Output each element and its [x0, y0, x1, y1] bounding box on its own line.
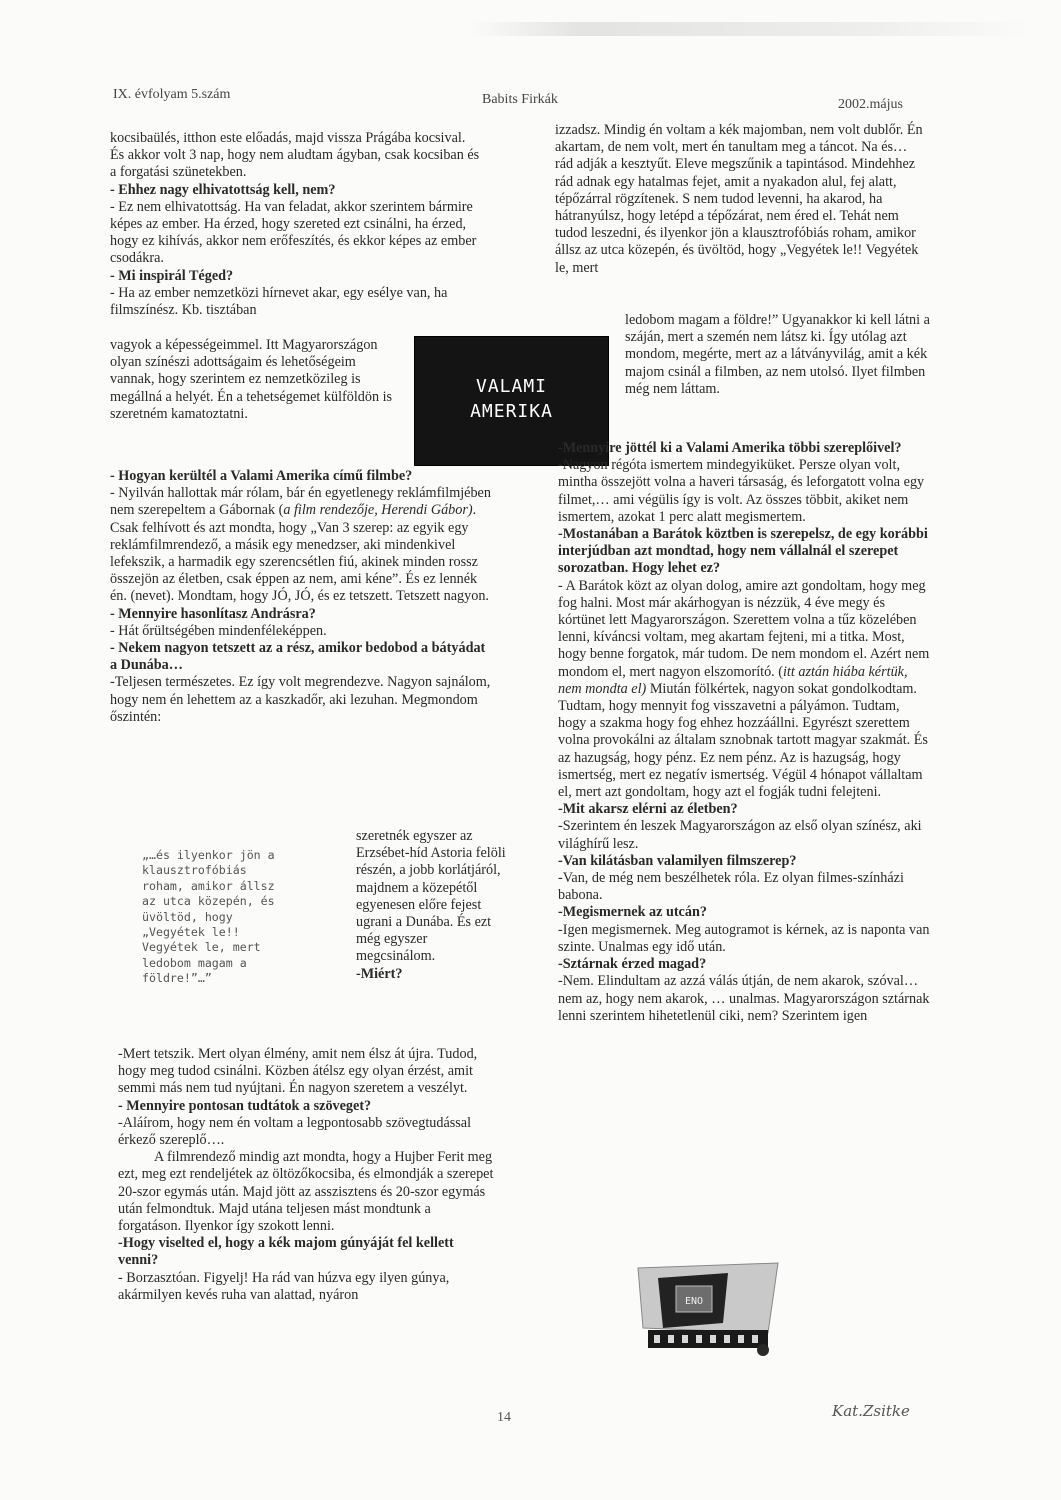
- eno-logo-image: [628, 1258, 783, 1363]
- paragraph: - Hát őrültségében mindenféleképpen.: [110, 622, 327, 639]
- paragraph: vagyok a képességeimmel. Itt Magyarországon olyan színészi adottságaim és lehetőségeim vannak, hogy szerintem ez nemzetközileg is megállná a helyét. Én a tehetségemet külföldön is szeretném kamatoztatni.: [110, 337, 393, 422]
- paragraph: - Ha az ember nemzetközi hírnevet akar, egy esélye van, ha filmszínész. Kb. tisztában: [110, 284, 448, 319]
- paragraph: szeretnék egyszer az Erzsébet-híd Astoria felöli részén, a jobb korlátjáról, majdnem a közepétől egyenesen előre fejest ugrani a Dunába. És ezt még egyszer megcsinálom.: [356, 828, 506, 965]
- left-column-narrow: [110, 337, 400, 423]
- film-reel-icon: [628, 1258, 783, 1363]
- paragraph: - Nyilván hallottak már rólam, bár én egyetlenegy reklámfilmjében nem szerepeltem a Gábornak (a film rendezője, Herendi Gábor). Csak felhívott és azt mondta, hogy „Van 3 szerep: az egyik egy reklámfilmrendező, a másik egy menedzser, aki mindenkivel lefekszik, a harmadik egy szerencsétlen fiú, akinek minden rossz összejön az életben, csak éppen az nem, ami kéne”. És ez lennék én. (nevet). Mondtam, hogy JÓ, JÓ, és ez tetszett. Tetszett nagyon.: [110, 485, 491, 605]
- question: -Mennyire jöttél ki a Valami Amerika többi szereplőivel?: [558, 440, 902, 456]
- scan-artifact: [470, 22, 1030, 36]
- paragraph: - Ez nem elhivatottság. Ha van feladat, akkor szerintem bármire képes az ember. Ha érzed, hogy szereted ezt csinálni, ha érzed, hogy ez kihívás, akkor nem erőfeszítés, és ekkor képes az ember csodákra.: [110, 198, 477, 267]
- paragraph: -Nem. Elindultam az azzá válás útján, de nem akarok, szóval… nem az, hogy nem akarok, … unalmas. Magyarországon sztárnak lenni szerintem hihetetlenül ciki, nem? Szerintem igen: [558, 973, 930, 1024]
- paragraph: ledobom magam a földre!” Ugyanakkor ki kell látni a száján, mert a szemén nem látsz ki. Így utólag azt mondom, megérte, mert az a látványvilág, amit a kék majom csinál a filmben, az nem utolsó. Ilyet filmben még nem láttam.: [625, 312, 930, 397]
- right-column-top: [555, 122, 927, 277]
- issue-date: 2002.május: [838, 97, 903, 112]
- question: -Miért?: [356, 965, 403, 982]
- left-column-wrap: [356, 828, 506, 983]
- paragraph: -Mert tetszik. Mert olyan élmény, amit nem élsz át újra. Tudod, hogy meg tudod csinálni. Közben átélsz egy olyan érzést, amit semmi más nem tud nyújtani. Én nagyon szeretem a veszélyt.: [118, 1046, 478, 1097]
- left-column-bottom: [118, 1046, 496, 1304]
- question: - Nekem nagyon tetszett az a rész, amikor bedobod a bátyádat a Dunába…: [110, 640, 486, 674]
- left-column-top: [110, 130, 482, 319]
- magazine-title: Babits Firkák: [482, 92, 558, 107]
- question: -Megismernek az utcán?: [558, 904, 707, 921]
- question: -Mit akarsz elérni az életben?: [558, 801, 738, 818]
- paragraph: A filmrendező mindig azt mondta, hogy a Hujber Ferit meg ezt, meg ezt rendeljétek az öltözőkocsiba, és elmondják a szerepet 20-szor egymás után. Majd jött az asszisztens és 20-szor egymás után felmondtuk. Majd utána teljesen mást mondtunk a forgatáson. Ilyenkor így szokott lenni.: [118, 1149, 494, 1235]
- paragraph: kocsibaülés, itthon este előadás, majd vissza Prágába kocsival. És akkor volt 3 nap, hogy nem aludtam ágyban, csak kocsiban és a forgatási szünetekben.: [110, 130, 480, 181]
- question: - Ehhez nagy elhivatottság kell, nem?: [110, 181, 336, 198]
- question: -Hogy viselted el, hogy a kék majom gúnyáját fel kellett venni?: [118, 1235, 454, 1269]
- paragraph: -Teljesen természetes. Ez így volt megrendezve. Nagyon sajnálom, hogy nem én lehettem az a kaszkadőr, aki lezuhan. Megmondom őszintén:: [110, 674, 491, 725]
- paragraph: - A Barátok közt az olyan dolog, amire azt gondoltam, hogy meg fog halni. Most már akárhogyan is nézzük, 4 éve megy és kórtünet lett Magyarországon. Szerettem volna a tűz közelében lenni, kíváncsi voltam, meg akartam fejteni, mi a titka. Most, hogy benne forgatok, már tudom. De nem mondom el. Azért nem mondom el, mert nagyon elszomorító. (itt aztán hiába kértük, nem mondta el) Miután fölkértek, nagyon sokat gondolkodtam. Tudtam, hogy mennyit fog visszavetni a pályámon. Tudtam, hogy a szakma hogy fog ehhez hozzáállni. Egyrészt szerettem volna provokálni az általam sznobnak tartott magyar szakmát. És az hazugság, hogy pénz. Ez nem pénz. Az is hazugság, hogy ismertség, mert ez negatív ismertség. Végül 4 hónapot vállaltam el, mert azt gondoltam, hogy azt el fogják tudni felejteni.: [558, 577, 930, 801]
- question: - Hogyan kerültél a Valami Amerika című filmbe?: [110, 468, 413, 484]
- paragraph: -Van, de még nem beszélhetek róla. Ez olyan filmes-színházi babona.: [558, 870, 904, 904]
- question: -Van kilátásban valamilyen filmszerep?: [558, 852, 797, 869]
- issue-label: IX. évfolyam 5.szám: [113, 87, 231, 102]
- paragraph: -Igen megismernek. Meg autogramot is kérnek, az is naponta van szinte. Unalmas egy idő után.: [558, 921, 930, 955]
- pull-quote: „…és ilyenkor jön a klausztrofóbiás roham, amikor állsz az utca közepén, és üvöltöd, hogy „Vegyétek le!! Vegyétek le, mert ledobom magam a földre!”…”: [142, 848, 275, 986]
- question: - Mi inspirál Téged?: [110, 267, 234, 284]
- paragraph: izzadsz. Mindig én voltam a kék majomban, nem volt dublőr. Én akartam, de nem volt, mert én tanultam meg a táncot. Na és… rád adják a kesztyűt. Eleve megszűnik a tapintásod. Mindehhez rád adnak egy hatalmas fejet, amit a nyakadon alul, fej alatt, tépőzárral rögzítenek. S nem tudod levenni, ha akarod, ha hátranyúlsz, hogy letépd a tépőzárat, nem éred el. Tehát nem tudod leszedni, és ilyenkor jön a klausztrofóbiás roham, amikor állsz az utca közepén, és üvöltöd, hogy „Vegyétek le!! Vegyétek le, mert: [555, 122, 923, 276]
- logo-label: ENO: [684, 1296, 704, 1307]
- right-column-main: [558, 440, 930, 1025]
- question: - Mennyire pontosan tudtátok a szöveget?: [118, 1097, 372, 1114]
- question: - Mennyire hasonlítasz Andrásra?: [110, 605, 316, 622]
- right-column-indented: [625, 312, 930, 398]
- film-title-line2: AMERIKA: [470, 401, 553, 422]
- question: -Sztárnak érzed magad?: [558, 956, 707, 973]
- page-number: 14: [497, 1410, 511, 1425]
- question: -Mostanában a Barátok köztben is szerepelsz, de egy korábbi interjúdban azt mondtad, hogy nem vállalnál el szerepet sorozatban. Hogy lehet ez?: [558, 526, 928, 577]
- signature: Kat.Zsitke: [832, 1402, 910, 1420]
- paragraph: -Aláírom, hogy nem én voltam a legpontosabb szövegtudással érkező szereplő….: [118, 1114, 472, 1149]
- paragraph: -Nagyon régóta ismertem mindegyiküket. Persze olyan volt, mintha összejött volna a haveri társaság, és leforgatott volna egy filmet,… ami végülis így is volt. Az összes többit, akiket nem ismertem, azokat 1 perc alatt megismertem.: [558, 457, 925, 525]
- film-title-line1: VALAMI: [475, 376, 548, 397]
- paragraph: -Szerintem én leszek Magyarországon az első olyan színész, aki világhírű lesz.: [558, 818, 922, 852]
- left-column-middle: [110, 468, 492, 726]
- paragraph: - Borzasztóan. Figyelj! Ha rád van húzva egy ilyen gúnya, akármilyen kevés ruha van alattad, nyáron: [118, 1269, 450, 1303]
